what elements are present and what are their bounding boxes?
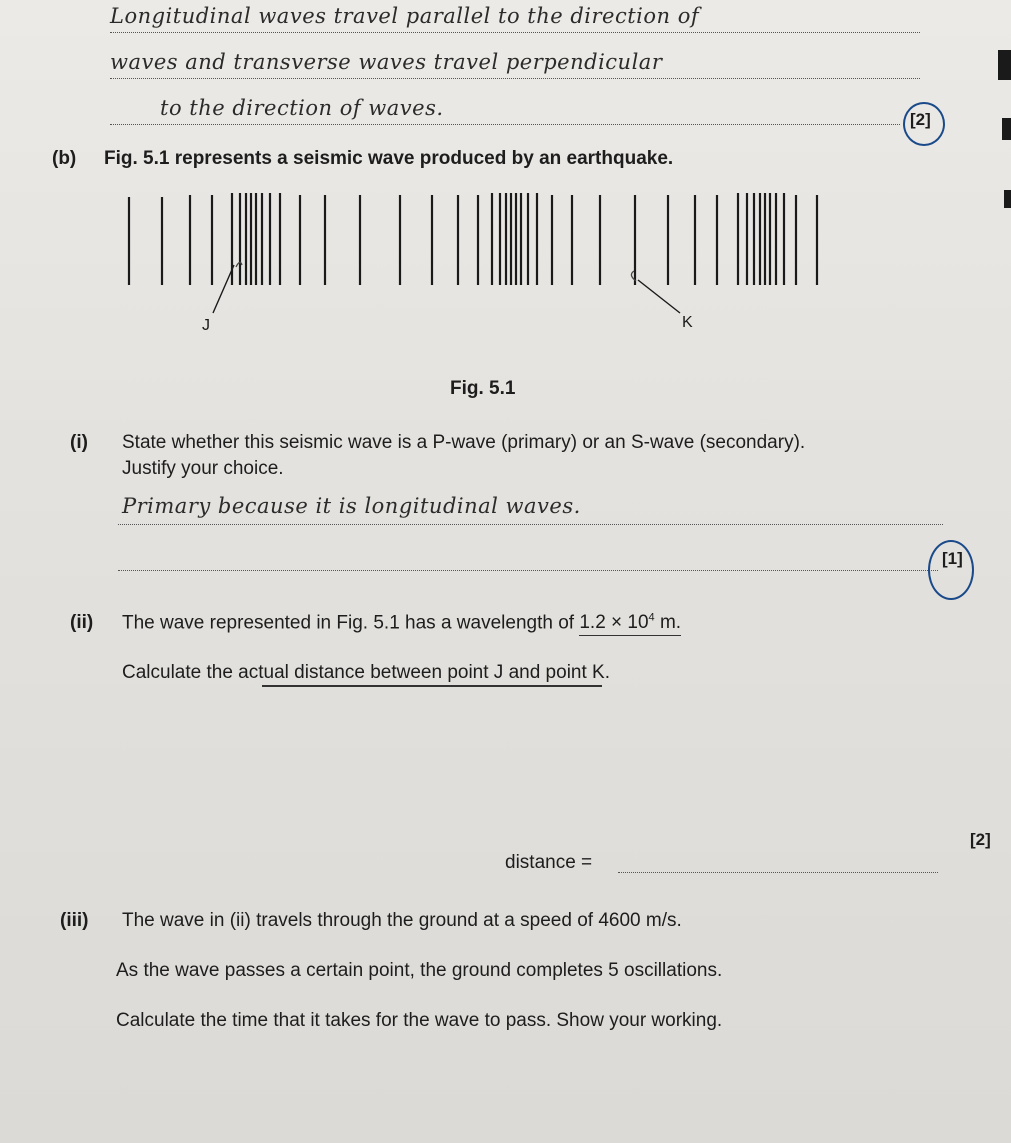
distance-answer-line — [618, 850, 938, 873]
part-b-label: (b) — [52, 148, 77, 169]
answer-text: Longitudinal waves travel parallel to the direction of — [110, 4, 700, 28]
q1-text: Justify your choice. — [122, 458, 284, 479]
wavelength-unit: m. — [659, 612, 682, 634]
page-edge-mark — [1002, 118, 1011, 140]
q2-text-line — [122, 612, 681, 634]
answer-line-3 — [110, 96, 900, 125]
wavelength-value — [579, 612, 681, 636]
q2-text: Calculate the actual distance between point J and point K. — [122, 662, 610, 683]
q2-label: (ii) — [70, 612, 94, 633]
label-j: J — [202, 317, 210, 334]
mark-label: [1] — [942, 549, 963, 568]
page-edge-mark — [1004, 190, 1011, 208]
mark-label: [2] — [910, 110, 931, 129]
distance-label: distance = — [505, 852, 593, 873]
answer-text: waves and transverse waves travel perpendicular — [110, 50, 663, 74]
wavelength-mantissa: 1.2 × 10 — [579, 612, 649, 634]
q1-answer-line-2 — [118, 540, 938, 571]
q3-text: The wave in (ii) travels through the ground at a speed of 4600 m/s. — [122, 910, 682, 931]
seismic-wave-figure — [120, 185, 830, 335]
answer-text: to the direction of waves. — [160, 96, 444, 120]
label-k: K — [682, 314, 693, 331]
q1-answer-line-1 — [118, 494, 943, 525]
q1-answer: Primary because it is longitudinal waves. — [122, 494, 581, 518]
mark-label: [2] — [970, 830, 991, 849]
wavelength-exponent: 4 — [648, 612, 655, 624]
underline-stroke — [262, 685, 602, 687]
q1-text: State whether this seismic wave is a P-wave (primary) or an S-wave (secondary). — [122, 432, 806, 453]
q2-text: The wave represented in Fig. 5.1 has a wavelength of — [122, 612, 575, 634]
answer-line-1 — [110, 4, 920, 33]
q3-text: As the wave passes a certain point, the ground completes 5 oscillations. — [116, 960, 723, 981]
q3-text: Calculate the time that it takes for the wave to pass. Show your working. — [116, 1010, 723, 1031]
figure-caption: Fig. 5.1 — [450, 378, 516, 399]
answer-line-2 — [110, 50, 920, 79]
q1-label: (i) — [70, 432, 88, 453]
part-b-intro: Fig. 5.1 represents a seismic wave produced by an earthquake. — [104, 148, 674, 169]
page-edge-mark — [998, 50, 1011, 80]
q3-label: (iii) — [60, 910, 89, 931]
